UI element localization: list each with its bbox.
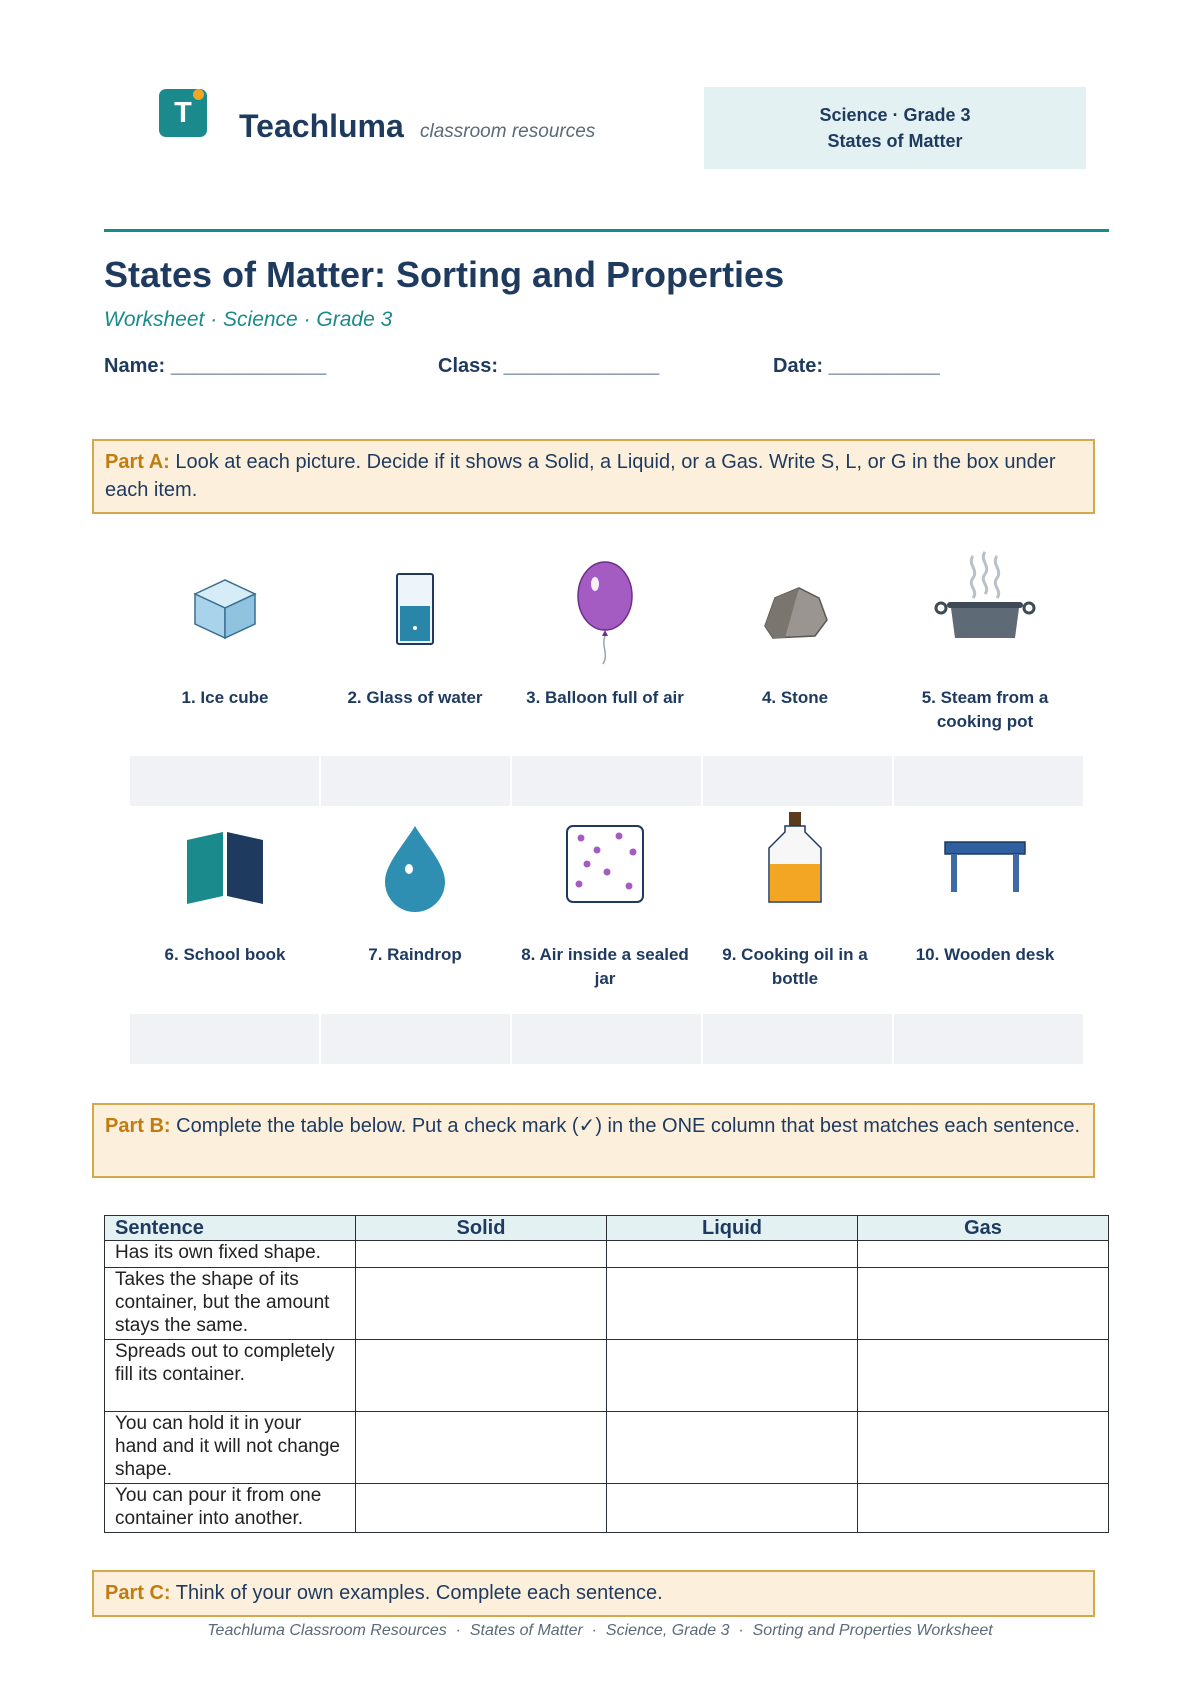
book-icon [165,812,285,922]
raindrop-icon [355,812,475,922]
item-label-6: 6. School book [164,945,286,964]
liquid-check-cell[interactable] [607,1268,858,1340]
table-row [105,1241,1109,1268]
glass-of-water-icon [355,556,475,666]
balloon-icon [545,556,665,666]
column-header-sentence: Sentence [105,1216,356,1241]
liquid-check-cell[interactable] [607,1340,858,1412]
table-row [105,1484,1109,1533]
solid-check-cell[interactable] [356,1340,607,1412]
gas-check-cell[interactable] [858,1241,1109,1268]
column-header-gas: Gas [858,1216,1109,1241]
item-label-8: 8. Air inside a sealed jar [521,945,689,988]
item-label-2: 2. Glass of water [347,688,483,707]
item-label-3: 3. Balloon full of air [526,688,684,707]
part-c-text: Think of your own examples. Complete each sentence. [170,1582,663,1604]
ice-cube-icon [165,556,285,666]
item-label-4: 4. Stone [761,688,829,707]
item-label-7: 7. Raindrop [368,945,462,964]
answer-row-2 [130,1014,1083,1064]
part-b-label: Part B: [105,1115,171,1137]
header-rule [104,229,1109,232]
table-row [105,1268,1109,1340]
part-c-instructions [92,1570,1095,1617]
page-subtitle: Worksheet · Science · Grade 3 [104,308,393,331]
sentence-cell: Has its own fixed shape. [105,1241,356,1268]
stone-icon [735,556,855,666]
oil-bottle-icon [735,812,855,922]
column-header-solid: Solid [356,1216,607,1241]
part-b-instructions [92,1103,1095,1178]
properties-table [104,1215,1109,1533]
gas-check-cell[interactable] [858,1484,1109,1533]
part-a-instructions [92,439,1095,514]
sentence-cell: Spreads out to completely fill its container. [105,1340,356,1412]
answer-box-8[interactable] [512,1014,701,1064]
gas-check-cell[interactable] [858,1268,1109,1340]
answer-box-2[interactable] [321,756,510,806]
table-row [105,1340,1109,1412]
solid-check-cell[interactable] [356,1268,607,1340]
desk-icon [925,812,1045,922]
brand-tagline: classroom resources [420,121,596,142]
sentence-cell: Takes the shape of its container, but the amount stays the same. [105,1268,356,1340]
part-c-label: Part C: [105,1582,171,1604]
brand-name: Teachluma [239,108,404,144]
liquid-check-cell[interactable] [607,1241,858,1268]
answer-box-4[interactable] [703,756,892,806]
subject-box [704,87,1086,169]
subject-line-2: States of Matter [827,131,963,151]
item-label-5: 5. Steam from a cooking pot [921,688,1049,731]
logo-dot [193,89,204,100]
sentence-cell: You can pour it from one container into another. [105,1484,356,1533]
answer-row-1 [130,756,1083,806]
answer-box-1[interactable] [130,756,319,806]
liquid-check-cell[interactable] [607,1484,858,1533]
column-header-liquid: Liquid [607,1216,858,1241]
solid-check-cell[interactable] [356,1241,607,1268]
solid-check-cell[interactable] [356,1484,607,1533]
page-title: States of Matter: Sorting and Properties [104,254,785,295]
answer-box-10[interactable] [894,1014,1083,1064]
part-a-label: Part A: [105,451,170,473]
gas-check-cell[interactable] [858,1340,1109,1412]
item-label-9: 9. Cooking oil in a bottle [722,945,868,988]
answer-box-5[interactable] [894,756,1083,806]
solid-check-cell[interactable] [356,1412,607,1484]
part-b-text: Complete the table below. Put a check mark (✓) in the ONE column that best matches each sentence. [170,1115,1081,1137]
part-a-text: Look at each picture. Decide if it shows a Solid, a Liquid, or a Gas. Write S, L, or G in the box under each item. [105,451,1056,501]
sealed-jar-icon [545,812,665,922]
answer-box-6[interactable] [130,1014,319,1064]
table-row [105,1412,1109,1484]
date-field[interactable]: Date: __________ [773,355,940,377]
table-header-row [105,1216,1109,1241]
class-field[interactable]: Class: ______________ [438,355,660,377]
answer-box-7[interactable] [321,1014,510,1064]
name-field[interactable]: Name: ______________ [104,355,327,377]
answer-box-3[interactable] [512,756,701,806]
subject-line-1: Science · Grade 3 [819,105,971,125]
sentence-cell: You can hold it in your hand and it will not change shape. [105,1412,356,1484]
page-footer: Teachluma Classroom Resources · States of Matter · Science, Grade 3 · Sorting and Properties Worksheet [207,1622,993,1639]
logo-letter: T [174,96,192,129]
steaming-pot-icon [925,546,1045,656]
answer-box-9[interactable] [703,1014,892,1064]
item-label-1: 1. Ice cube [181,688,269,707]
gas-check-cell[interactable] [858,1412,1109,1484]
item-label-10: 10. Wooden desk [915,945,1055,964]
liquid-check-cell[interactable] [607,1412,858,1484]
